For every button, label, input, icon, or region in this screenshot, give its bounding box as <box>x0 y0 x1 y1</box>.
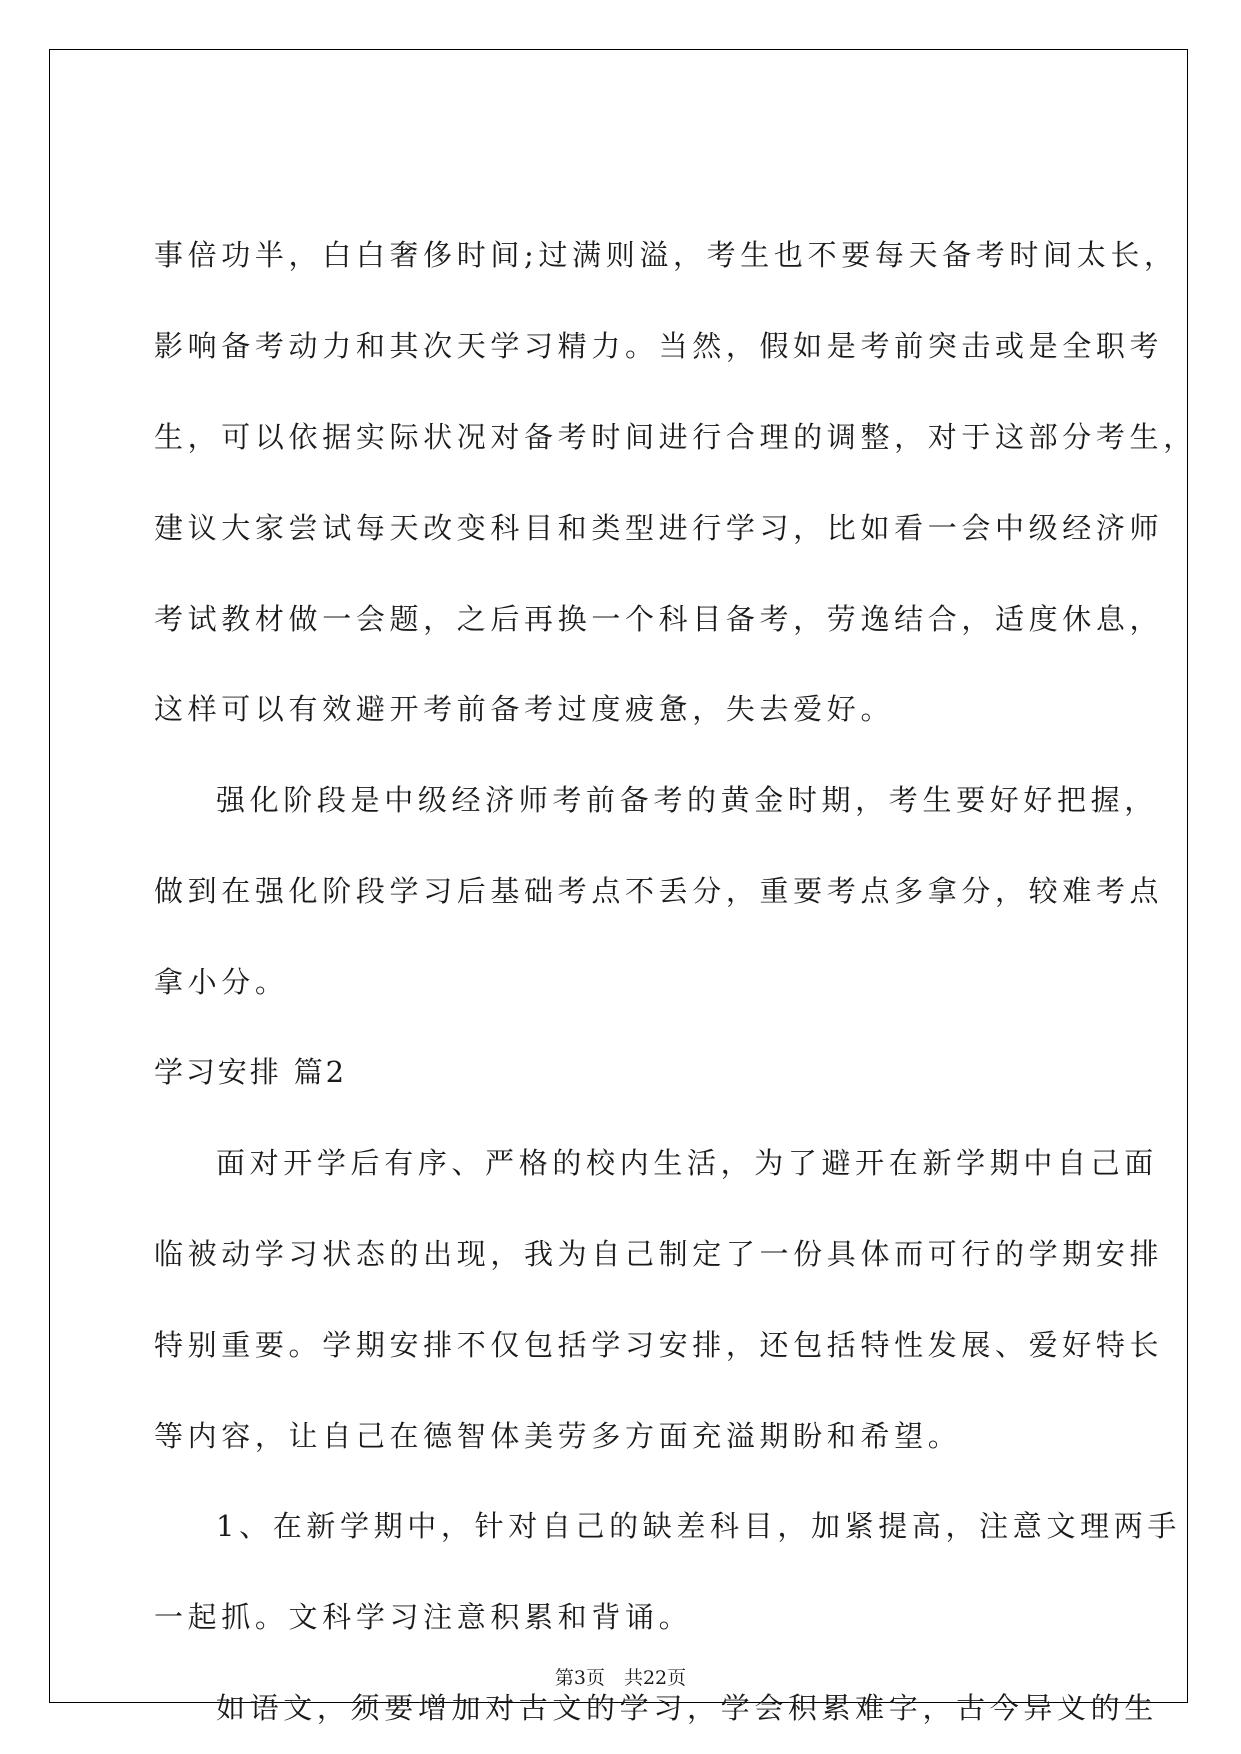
paragraph-line: 一起抓。文科学习注意积累和背诵。 <box>154 1600 693 1634</box>
paragraph-line: 特别重要。学期安排不仅包括学习安排，还包括特性发展、爱好特长 <box>154 1328 1164 1362</box>
paragraph-line: 如语文，须要增加对古文的学习，学会积累难字，古今异义的生 <box>216 1691 1158 1725</box>
paragraph-line: 这样可以有效避开考前备考过度疲惫，失去爱好。 <box>154 692 895 726</box>
paragraph-line: 做到在强化阶段学习后基础考点不丢分，重要考点多拿分，较难考点 <box>154 874 1164 908</box>
section-heading: 学习安排 篇2 <box>154 1055 347 1089</box>
paragraph-line: 影响备考动力和其次天学习精力。当然，假如是考前突击或是全职考 <box>154 329 1164 363</box>
paragraph-line: 考试教材做一会题，之后再换一个科目备考，劳逸结合，适度休息， <box>154 602 1164 636</box>
paragraph-line: 拿小分。 <box>154 965 289 999</box>
page-number-footer: 第3页 共22页 <box>554 1667 687 1689</box>
paragraph-line: 等内容，让自己在德智体美劳多方面充溢期盼和希望。 <box>154 1419 962 1453</box>
paragraph-line: 临被动学习状态的出现，我为自己制定了一份具体而可行的学期安排 <box>154 1237 1164 1271</box>
paragraph-line: 面对开学后有序、严格的校内生活，为了避开在新学期中自己面 <box>216 1146 1158 1180</box>
paragraph-line: 生，可以依据实际状况对备考时间进行合理的调整，对于这部分考生， <box>154 420 1197 454</box>
paragraph-line: 建议大家尝试每天改变科目和类型进行学习，比如看一会中级经济师 <box>154 511 1164 545</box>
paragraph-line: 事倍功半，白白奢侈时间;过满则溢，考生也不要每天备考时间太长， <box>154 238 1178 272</box>
paragraph-line: 1、在新学期中，针对自己的缺差科目，加紧提高，注意文理两手 <box>216 1509 1182 1543</box>
paragraph-line: 强化阶段是中级经济师考前备考的黄金时期，考生要好好把握， <box>216 783 1158 817</box>
